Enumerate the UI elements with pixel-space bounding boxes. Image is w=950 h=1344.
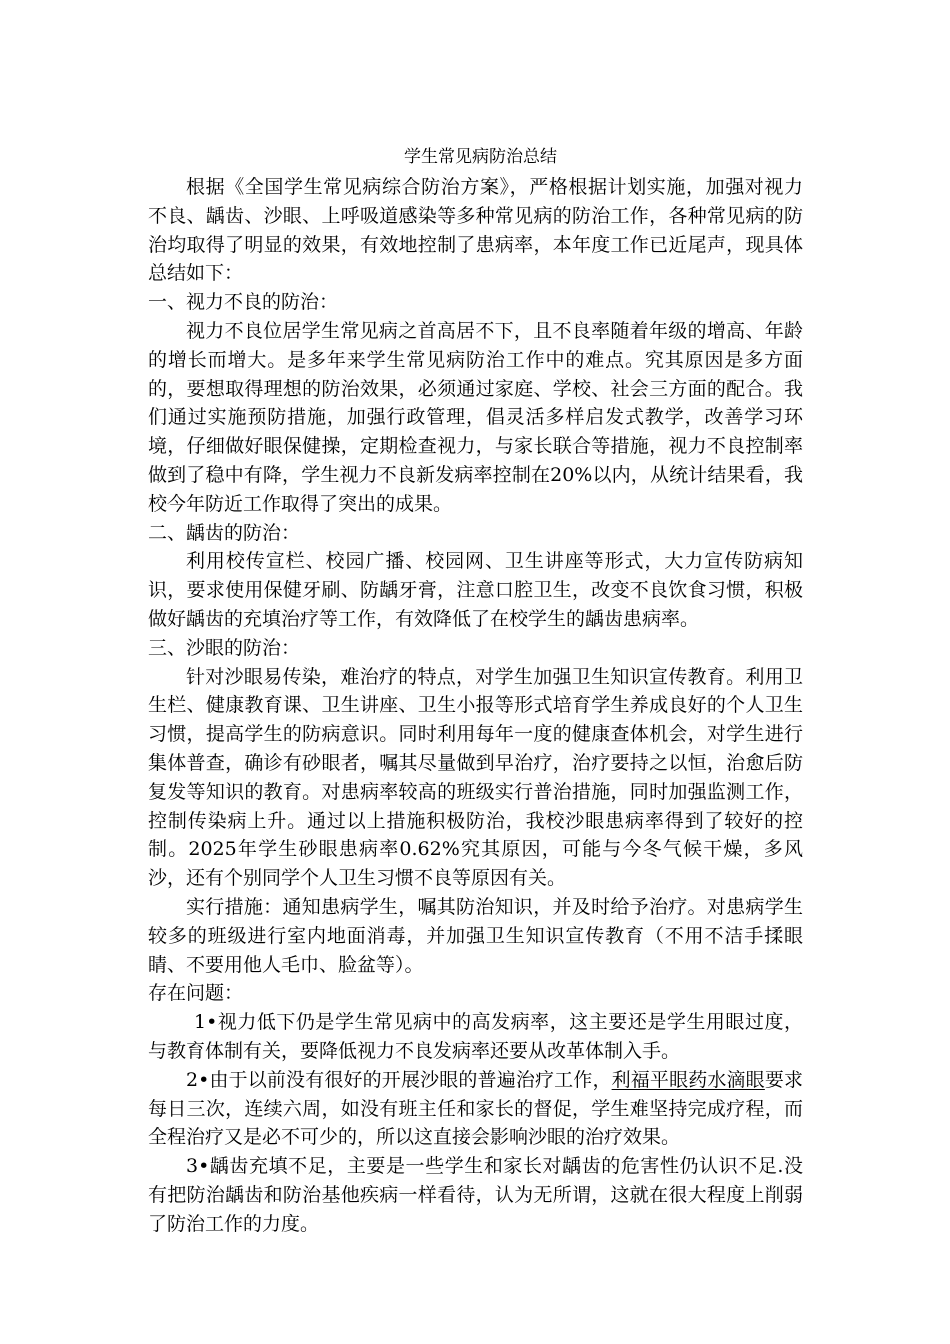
intro-paragraph: 根据《全国学生常见病综合防治方案》，严格根据计划实施，加强对视力不良、龋齿、沙眼、上呼吸道感染等多种常见病的防治工作，各种常见病的防治均取得了明显的效果，有效地控制了患病率，本年度工作已近尾声，现具体总结如下：: [148, 176, 803, 285]
section-body-vision: 视力不良位居学生常见病之首高居不下，且不良率随着年级的增高、年龄的增长而增大。是多年来学生常见病防治工作中的难点。究其原因是多方面的，要想取得理想的防治效果，必须通过家庭、学校、社会三方面的配合。我们通过实施预防措施，加强行政管理，倡灵活多样启发式教学，改善学习环境，仔细做好眼保健操，定期检查视力，与家长联合等措施，视力不良控制率做到了稳中有降，学生视力不良新发病率控制在20%以内，从统计结果看，我校今年防近工作取得了突出的成果。: [148, 319, 803, 515]
problem-item-1: 1•视力低下仍是学生常见病中的高发病率，这主要还是学生用眼过度，与教育体制有关，要降低视力不良发病率还要从改革体制入手。: [148, 1011, 803, 1062]
section-body-caries: 利用校传宣栏、校园广播、校园网、卫生讲座等形式，大力宣传防病知识，要求使用保健牙刷、防龋牙膏，注意口腔卫生，改变不良饮食习惯，积极做好龋齿的充填治疗等工作，有效降低了在校学生的龋齿患病率。: [148, 550, 803, 630]
problem-item-2: [148, 1066, 803, 1152]
document-title: 学生常见病防治总结: [404, 147, 557, 167]
problem-item-3: 3•龋齿充填不足，主要是一些学生和家长对龋齿的危害性仍认识不足.没有把防治龋齿和防治基他疾病一样看待，认为无所谓，这就在很大程度上削弱了防治工作的力度。: [148, 1155, 803, 1235]
problem-2-text-end: 要求每日三次，连续六周，如没有班主任和家长的督促，学生难坚持完成疗程，而全程治疗又是必不可少的，所以这直接会影响沙眼的治疗效果。: [148, 1068, 803, 1149]
problems-heading: 存在问题：: [148, 982, 244, 1005]
problem-2-text-start: 2•由于以前没有很好的开展沙眼的普遍治疗工作，: [186, 1068, 612, 1091]
section-heading-trachoma: 三、沙眼的防治：: [148, 636, 301, 659]
section-heading-caries: 二、龋齿的防治：: [148, 521, 301, 544]
section-body-trachoma: 针对沙眼易传染，难治疗的特点，对学生加强卫生知识宣传教育。利用卫生栏、健康教育课、卫生讲座、卫生小报等形式培育学生养成良好的个人卫生习惯，提高学生的防病意识。同时利用每年一度的健康查体机会，对学生进行集体普查，确诊有砂眼者，嘱其尽量做到早治疗，治疗要持之以恒，治愈后防复发等知识的教育。对患病率较高的班级实行普治措施，同时加强监测工作，控制传染病上升。通过以上措施积极防治，我校沙眼患病率得到了较好的控制。2025年学生砂眼患病率0.62%究其原因，可能与今冬气候干燥，多风沙，还有个别同学个人卫生习惯不良等原因有关。: [148, 665, 803, 890]
document-body: [148, 143, 803, 1238]
section-measures-trachoma: 实行措施：通知患病学生，嘱其防治知识，并及时给予治疗。对患病学生较多的班级进行室内地面消毒，并加强卫生知识宣传教育（不用不洁手揉眼睛、不要用他人毛巾、脸盆等）。: [148, 895, 803, 976]
section-heading-vision: 一、视力不良的防治：: [148, 291, 339, 314]
underlined-medication-text: 利福平眼药水滴眼: [611, 1068, 765, 1091]
